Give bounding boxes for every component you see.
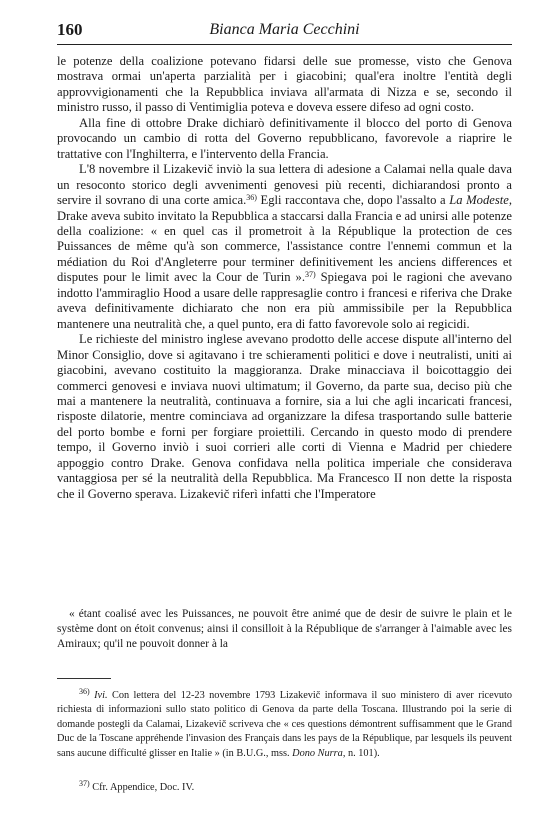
paragraph-3 [57,162,512,332]
paragraph-1: le potenze della coalizione potevano fidarsi delle sue promesse, visto che Genova mostrava ormai un'aperta parzialità per i giacobini; qual'era inoltre l'entità degli approvvigionamenti che la Repubblica inviava all'armata di Nizza e se, secondo il ministro russo, il passo di Ventimiglia poteva e doveva essere difeso ad ogni costo. [57,54,512,115]
footnote-37-mark: 37) [79,779,90,788]
footnote-36-mark: 36) [79,687,90,696]
page-number: 160 [57,20,83,39]
running-title: Bianca Maria Cecchini [209,21,360,38]
footnote-36-text: Con lettera del 12-23 novembre 1793 Lizakevič informava il suo ministero di aver ricevuto richiesta di informazioni sullo stato politico di Genova da parte della Toscana. Illustrando poi la serie di domande postegli da Calamai, Lizakevič scriveva che « ces questions démontrent suffisamment que le Grand Duc de la Toscane appréhende l'invasion des Français dans les pays de la République, par lesquels ils peuvent sans aucune difficulté glisser en Italie » (in B.U.G., mss. [57,690,512,759]
paragraph-2: Alla fine di ottobre Drake dichiarò definitivamente il blocco del porto di Genova provocando un cambio di rotta del Governo repubblicano, favorevole a riaprire le trattative con l'Inghilterra, e l'intervento della Francia. [57,115,512,161]
footnote-37-text: Cfr. Appendice, Doc. IV. [89,782,195,793]
footnote-36-ivi: Ivi. [94,690,108,701]
running-header [57,20,512,45]
footnote-37 [57,781,512,795]
paragraph-3-text-a: L'8 novembre il Lizakevič inviò la sua lettera di adesione a Calamai nella quale dava un resoconto storico degli avvenimenti genovesi più recenti, dichiarandosi pronto a servire il sovrano di una corte amica. [57,162,512,208]
block-quote: « étant coalisé avec les Puissances, ne pouvoit être animé que de desir de suivre le plain et le système dont on étoit convenus; ainsi il consilloit à la République de s'arranger à l'aimable avec les Amiraux; qu'il ne pouvoit donner à la [57,608,512,650]
main-text [57,54,512,502]
footnote-ref-36: 36) [246,193,257,203]
paragraph-3-text-b: Egli raccontava che, dopo l'assalto a [256,193,450,208]
paragraph-4: Le richieste del ministro inglese avevano prodotto delle accese dispute all'interno del Minor Consiglio, dove si agitavano i tre schieramenti politici e dove i neutralisti, uniti ai giacobini, avevano costituito la maggioranza. Drake minacciava il boicottaggio dei commerci genovesi e inviava nuovi ultimatum; il Governo, da parte sua, deciso più che mai a mantenere la neutralità, continuava a fornire, sia a lui che agli incaricati francesi, risposte dilatorie, mentre cominciava ad organizzare la difesa trasportando sulle batterie del porto bombe e forni per forgiare proiettili. Cercando in questo modo di prendere tempo, il Governo inviò i suoi corrieri alle corti di Vienna e Madrid per chiedere appoggio contro Drake. Genova confidava nella politica imperiale che considerava vantaggiosa per sé la neutralità della Repubblica. Ma Francesco II non dette la risposta che il Governo sperava. Lizakevič riferì infatti che l'Imperatore [57,332,512,501]
footnote-ref-37: 37) [305,270,316,280]
paragraph-3-text-d: Spiegava poi le ragioni che avevano indotto l'ammiraglio Hood a usare delle rappresaglie contro i francesi e riferiva che Drake aveva definitivamente dichiarato che non era più ammissibile per la Repubblica mantenere una neutralità che, a quel punto, era di fatto favorevole solo ai regicidi. [57,270,512,331]
footnote-rule [57,678,111,679]
paragraph-3-text-c: , Drake aveva subito invitato la Repubblica a staccarsi dalla Francia e ad unirsi alle potenze della coalizione: « en quel cas il prometroit à la République la protection de ces Puissances de même qu'à son commerce, l'assistance contre l'ennemi commun et la médiation du Roi d'Angleterre pour terminer definitivement les anciens differences et disputes pour le limit avec la Cour de Turin ». [57,193,512,285]
footnote-36 [57,689,512,761]
footnote-36-end: , n. 101). [342,747,380,759]
ship-name: La Modeste [449,193,509,208]
footnote-36-source: Dono Nurra [292,747,343,759]
